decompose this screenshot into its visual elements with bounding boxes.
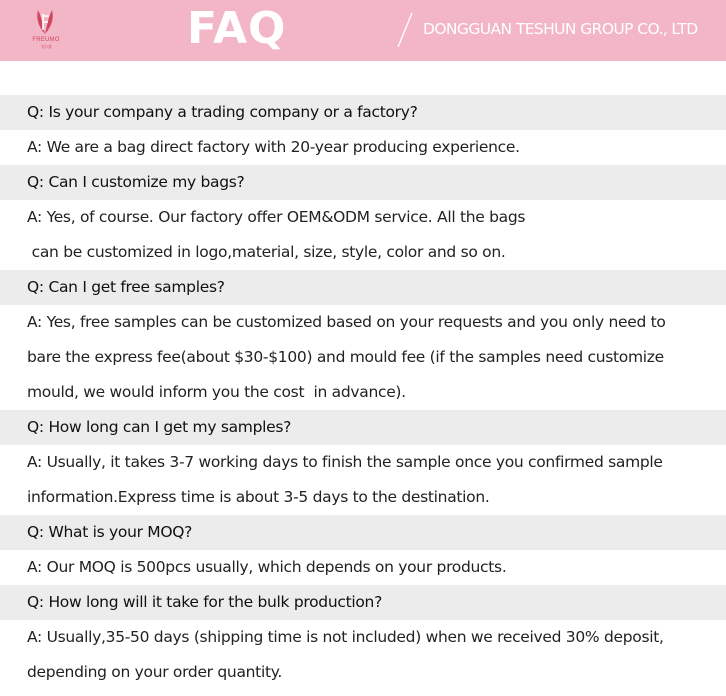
faq-answer [0,200,726,270]
faq-answer-line: A: Usually,35-50 days (shipping time is not included) when we received 30% deposit, [27,628,664,646]
header-banner [0,0,726,61]
faq-answer-line: A: Usually, it takes 3-7 working days to finish the sample once you confirmed sample [27,453,663,471]
faq-answer-line: information.Express time is about 3-5 days to the destination. [27,488,490,506]
page-title: FAQ [187,3,287,54]
faq-answer-line: bare the express fee(about $30-$100) and mould fee (if the samples need customize [27,348,664,366]
faq-answer [0,445,726,515]
logo-text: FREUMO [32,37,60,43]
faq-question: Q: Is your company a trading company or a factory? [0,95,726,130]
faq-question: Q: Can I get free samples? [0,270,726,305]
faq-answer-line: mould, we would inform you the cost in advance). [27,383,406,401]
faq-question: Q: What is your MOQ? [0,515,726,550]
faq-answer-line: A: Yes, of course. Our factory offer OEM&ODM service. All the bags [27,208,526,226]
faq-answer [0,620,726,690]
faq-list [0,95,726,690]
logo-subtext: 飞尔莫 [40,44,52,49]
brand-logo-icon [22,8,68,38]
company-name: DONGGUAN TESHUN GROUP CO., LTD [423,20,698,38]
faq-answer-line: can be customized in logo,material, size, style, color and so on. [27,243,506,261]
divider-slash-icon [396,12,414,48]
faq-question: Q: How long will it take for the bulk production? [0,585,726,620]
faq-answer-line: A: Yes, free samples can be customized based on your requests and you only need to [27,313,666,331]
faq-answer-line: depending on your order quantity. [27,663,283,681]
faq-question: Q: Can I customize my bags? [0,165,726,200]
faq-answer [0,550,726,585]
faq-question: Q: How long can I get my samples? [0,410,726,445]
faq-answer-line: A: Our MOQ is 500pcs usually, which depends on your products. [27,558,507,576]
faq-answer [0,305,726,410]
faq-answer [0,130,726,165]
faq-answer-line: A: We are a bag direct factory with 20-year producing experience. [27,138,520,156]
